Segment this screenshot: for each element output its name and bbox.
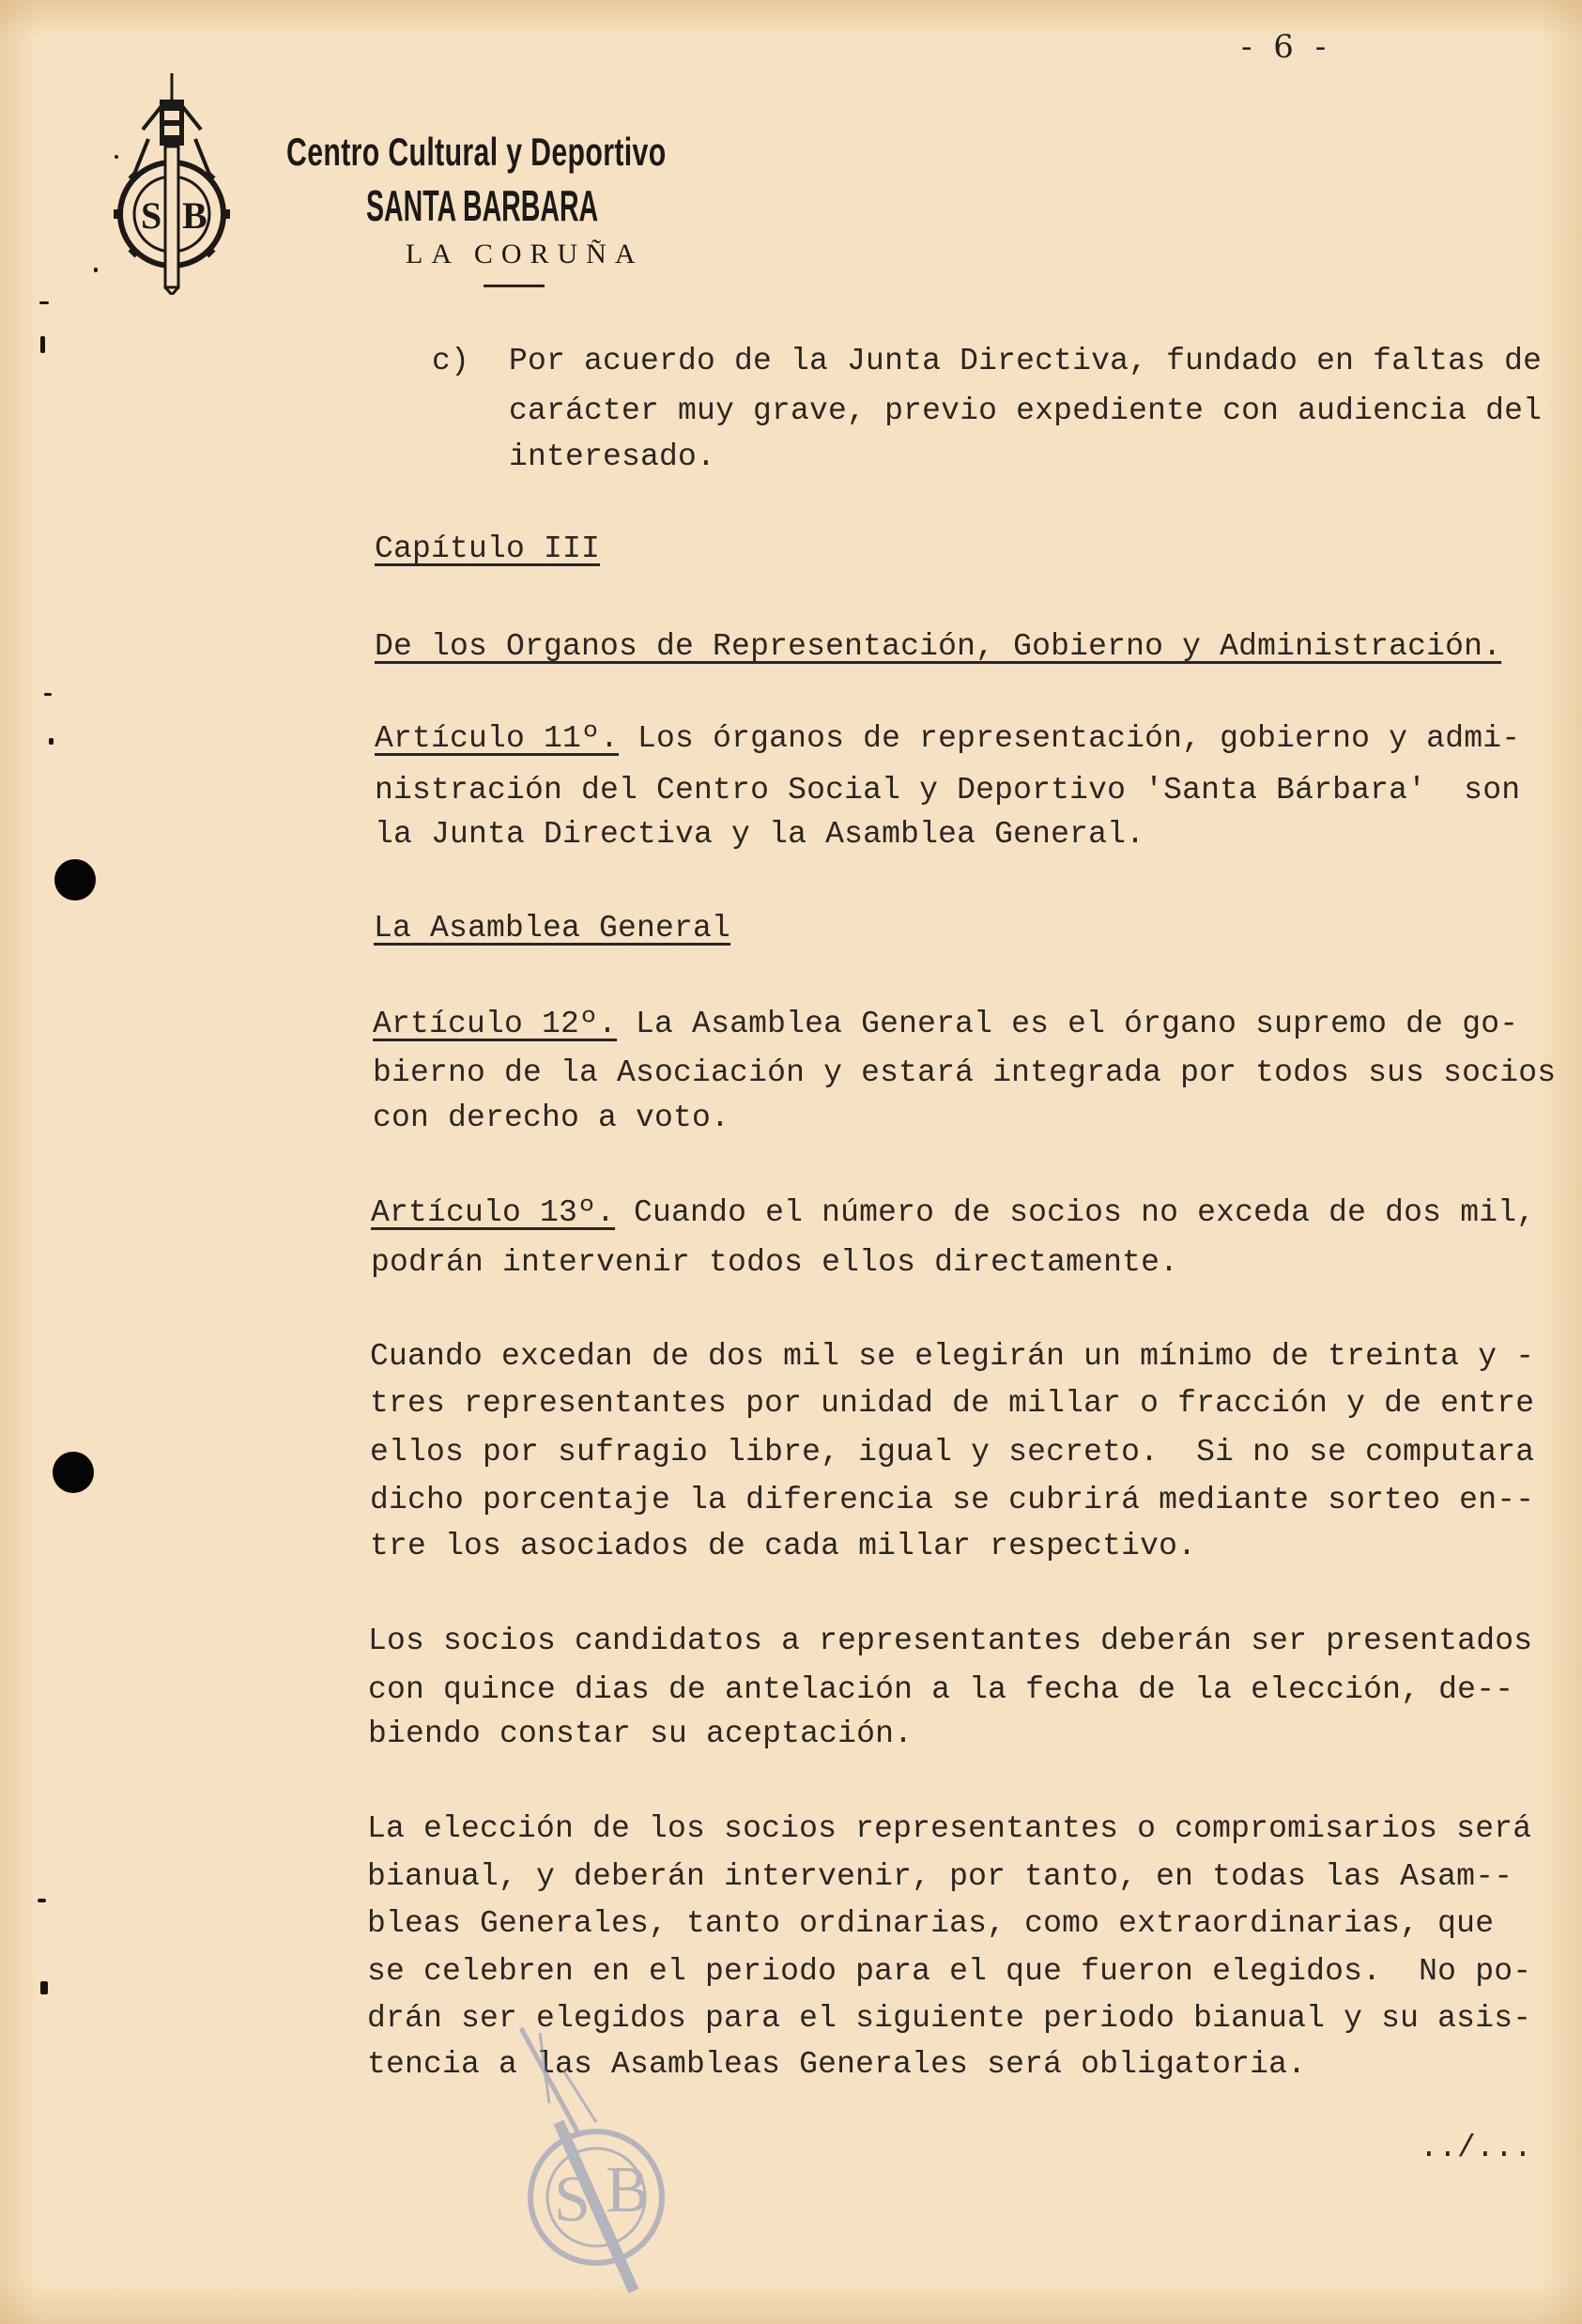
- text-line: ellos por sufragio libre, igual y secreto. Si no se computara: [370, 1435, 1535, 1470]
- text-line: bleas Generales, tanto ordinarias, como extraordinarias, que: [367, 1906, 1495, 1941]
- margin-mark: [39, 301, 49, 304]
- text-line: drán ser elegidos para el siguiente periodo bianual y su asis-: [367, 2001, 1532, 2036]
- letterhead-org-name: Centro Cultural y Deportivo: [286, 130, 667, 174]
- letterhead-club-name: SANTA BARBARA: [366, 181, 599, 230]
- text-line: nistración del Centro Social y Deportivo 'Santa Bárbara' son: [375, 773, 1521, 808]
- continuation-mark: ../...: [1420, 2131, 1533, 2165]
- text-line: biendo constar su aceptación.: [368, 1716, 914, 1751]
- text-line: la Junta Directiva y la Asamblea General.: [375, 817, 1145, 852]
- article-label: Artículo 11º.: [375, 721, 620, 756]
- text-line: La elección de los socios representantes o compromisarios será: [367, 1811, 1532, 1846]
- section-heading: La Asamblea General: [374, 911, 731, 946]
- margin-mark: [115, 155, 118, 159]
- letterhead-city: LA CORUÑA: [406, 239, 644, 269]
- text-line: interesado.: [509, 439, 716, 474]
- text-line: tre los asociados de cada millar respectivo.: [370, 1529, 1197, 1563]
- text-line: Los socios candidatos a representantes deberán ser presentados: [368, 1624, 1533, 1658]
- text-line: Cuando el número de socios no exceda de dos mil,: [615, 1195, 1536, 1230]
- text-line: dicho porcentaje la diferencia se cubrirá mediante sorteo en--: [370, 1483, 1535, 1517]
- text-line: La Asamblea General es el órgano supremo de go-: [617, 1007, 1519, 1041]
- text-line: carácter muy grave, previo expediente con audiencia del: [509, 393, 1543, 428]
- text-line: con quince dias de antelación a la fecha de la elección, de--: [368, 1672, 1514, 1707]
- page-number: - 6 -: [1241, 28, 1332, 66]
- punch-hole-bottom: [53, 1452, 94, 1493]
- margin-mark: [40, 1981, 48, 1994]
- stamp-letter-b: B: [606, 2154, 650, 2226]
- article-label: Artículo 12º.: [373, 1007, 618, 1041]
- text-line: podrán intervenir todos ellos directamente.: [371, 1245, 1179, 1280]
- logo-letter-s: S: [141, 194, 162, 237]
- chapter-heading: Capítulo III: [375, 531, 601, 566]
- text-line: Por acuerdo de la Junta Directiva, fundado en faltas de: [509, 344, 1543, 378]
- text-line: bierno de la Asociación y estará integrada por todos sus socios: [373, 1055, 1557, 1090]
- punch-hole-top: [54, 859, 96, 900]
- margin-mark: [38, 1899, 46, 1902]
- text-line: Cuando excedan de dos mil se elegirán un mínimo de treinta y -: [370, 1339, 1535, 1374]
- article-label: Artículo 13º.: [371, 1195, 616, 1230]
- margin-mark: [44, 693, 52, 696]
- margin-mark: [49, 738, 54, 745]
- club-seal-stamp-icon: [512, 2019, 699, 2301]
- margin-mark: [40, 336, 45, 353]
- santa-barbara-emblem-icon: [113, 73, 253, 295]
- margin-mark: [94, 268, 98, 272]
- letterhead-divider: [484, 285, 545, 287]
- text-line: con derecho a voto.: [373, 1100, 730, 1135]
- logo-letter-b: B: [182, 194, 207, 237]
- text-line: tencia a las Asambleas Generales será obligatoria.: [367, 2047, 1307, 2082]
- list-marker: c): [432, 344, 470, 378]
- chapter-subtitle: De los Organos de Representación, Gobierno y Administración.: [375, 629, 1502, 664]
- stamp-letter-s: S: [554, 2163, 591, 2236]
- text-line: tres representantes por unidad de millar o fracción y de entre: [370, 1386, 1535, 1421]
- text-line: se celebren en el periodo para el que fueron elegidos. No po-: [367, 1954, 1532, 1989]
- text-line: bianual, y deberán intervenir, por tanto, en todas las Asam--: [367, 1859, 1513, 1894]
- text-line: Los órganos de representación, gobierno y admi-: [619, 721, 1521, 756]
